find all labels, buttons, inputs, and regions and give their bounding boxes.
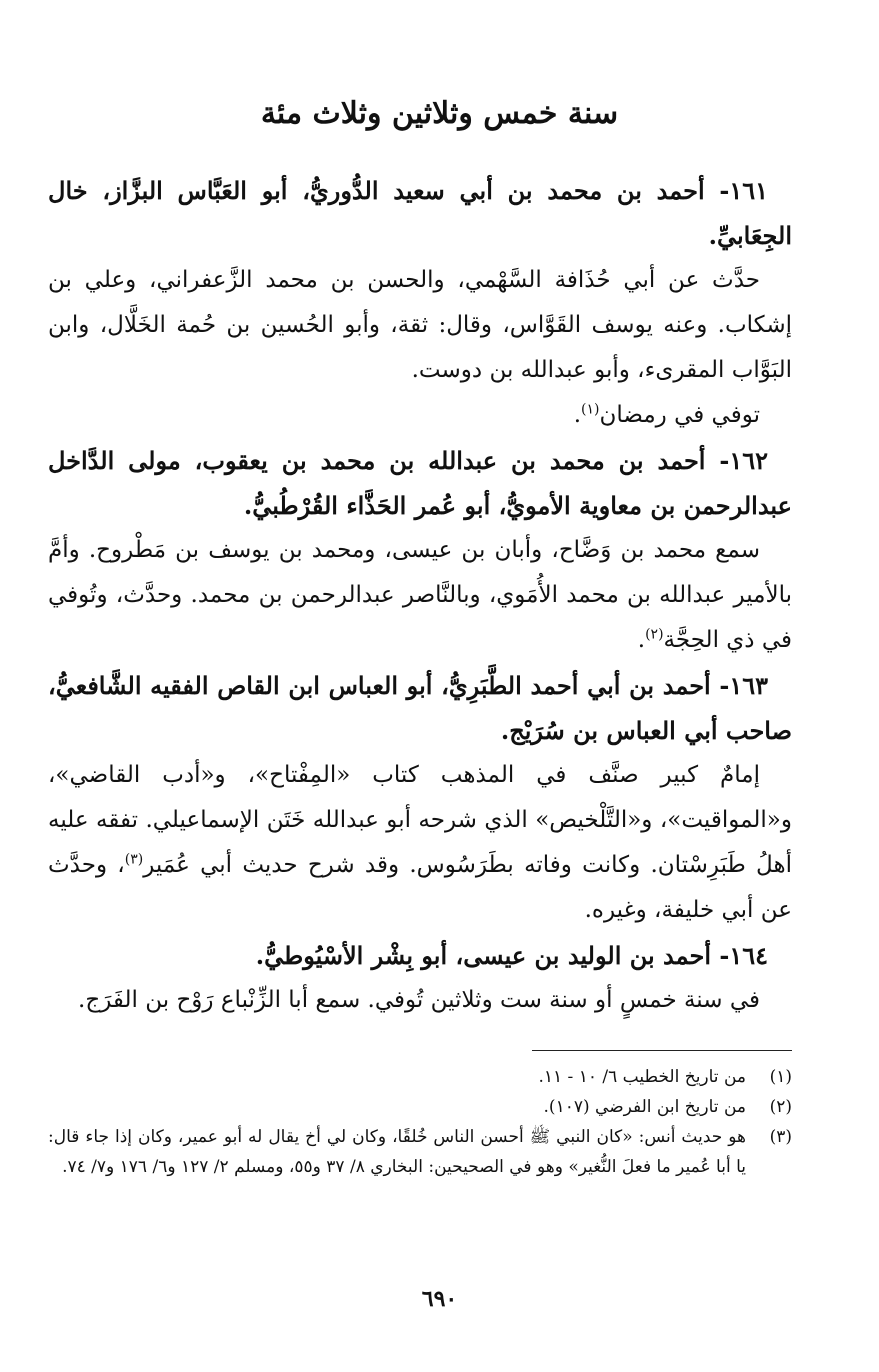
footnote-ref[interactable]: (١) [581,401,600,418]
entry-text-tail: ، وحدَّث عن أبي خليفة، وغيره. [48,852,792,923]
entry-text: في سنة خمسٍ أو سنة ست وثلاثين تُوفي. سمع أبا الزِّنْباع رَوْح بن الفَرَج. [78,987,760,1013]
page-number: ٦٩٠ [421,1286,458,1312]
entry-paragraph [48,978,792,1023]
footnote-item [48,1122,792,1182]
entry-paragraph [48,528,792,663]
entry-text: توفي في رمضان [599,402,760,428]
page-title: سنة خمس وثلاثين وثلاث مئة [260,96,619,131]
footnote-ref[interactable]: (٣) [124,851,144,868]
footnote-number: (٣) [769,1127,792,1147]
entry-paragraph [48,393,792,438]
entry-heading: ١٦٣- أحمد بن أبي أحمد الطَّبَرِيُّ، أبو العباس ابن القاص الفقيه الشَّافعيُّ، صاحب أبي العباس بن سُرَيْج. [48,671,792,745]
entry-paragraph [48,258,792,393]
footnote-number: (١) [769,1067,792,1087]
footnote-text: من تاريخ الخطيب ٦/ ١٠ - ١١. [538,1067,746,1087]
footnote-text: من تاريخ ابن الفرضي (١٠٧). [543,1097,746,1117]
footnote-separator [532,1050,792,1051]
main-text [48,168,792,1023]
entry-heading: ١٦٢- أحمد بن محمد بن عبدالله بن محمد بن يعقوب، مولى الدَّاخل عبدالرحمن بن معاوية الأمويُّ، أبو عُمر الحَذَّاء القُرْطُبيُّ. [48,446,792,520]
footnote-text: هو حديث أنس: «كان النبي ﷺ أحسن الناس خُلقًا، وكان لي أخ يقال له أبو عمير، وكان إذا جاء قال: يا أبا عُمير ما فعلَ النُّغير» وهو في الصحيحين: البخاري ٨/ ٣٧ و٥٥، ومسلم ٢/ ١٢٧ و٦/ ١٧٦ و٧/ ٧٤. [48,1127,746,1177]
footnote-ref[interactable]: (٢) [645,626,664,643]
footnote-item [48,1092,792,1122]
entry-paragraph [48,753,792,933]
entry-text: حدَّث عن أبي حُذَافة السَّهْمي، والحسن بن محمد الزَّعفراني، وعلي بن إشكاب. وعنه يوسف القَوَّاس، وقال: ثقة، وأبو الحُسين بن حُمة الخَلَّال، وابن البَوَّاب المقرىء، وأبو عبدالله بن دوست. [48,267,792,383]
entry-text: إمامٌ كبير صنَّف في المذهب كتاب «المِفْتاح»، و«أدب القاضي»، و«المواقيت»، و«التَّلْخيص» الذي شرحه أبو عبدالله خَتَن الإسماعيلي. تفقه عليه أهلُ طَبَرِسْتان. وكانت وفاته بطَرَسُوس. وقد شرح حديث أبي عُمَير [48,762,792,878]
entry-text-tail: . [573,402,582,428]
entry-text-tail: . [637,627,646,653]
footnotes [48,1062,792,1182]
entry-text: سمع محمد بن وَضَّاح، وأبان بن عيسى، ومحمد بن يوسف بن مَطْروح. وأمَّ بالأمير عبدالله بن محمد الأُمَوي، وبالنَّاصر عبدالرحمن بن محمد. وحدَّث، وتُوفي في ذي الحِجَّة [48,537,792,653]
footnote-item [48,1062,792,1092]
entry-heading: ١٦٤- أحمد بن الوليد بن عيسى، أبو بِشْر الأسْيُوطيُّ. [255,941,768,970]
entry-heading: ١٦١- أحمد بن محمد بن أبي سعيد الدُّوريُّ، أبو العَبَّاس البزَّاز، خال الجِعَابيِّ. [48,176,792,250]
footnote-number: (٢) [769,1097,792,1117]
